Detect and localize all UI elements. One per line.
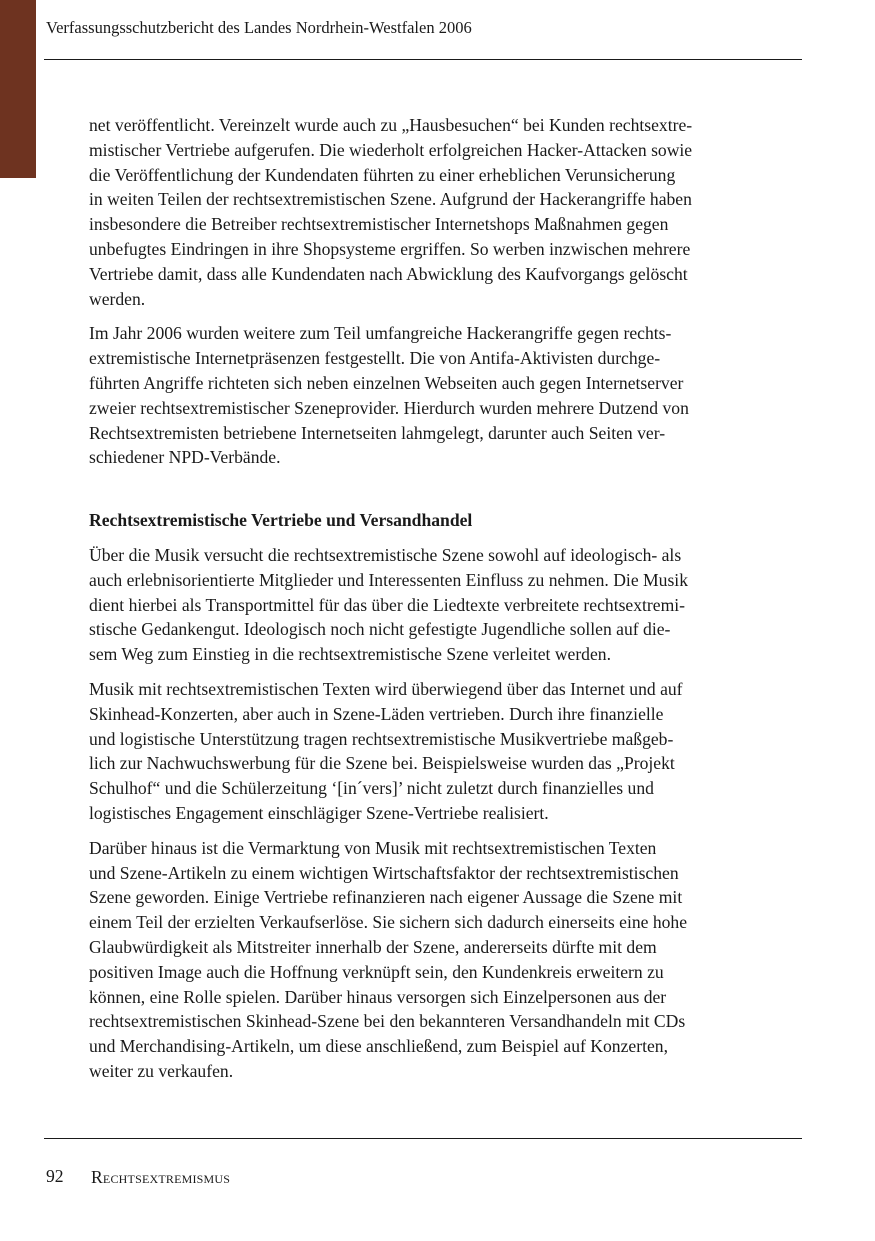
text-line: schiedener NPD-Verbände. — [89, 447, 281, 468]
header-divider — [44, 59, 802, 60]
text-line: rechtsextremistischen Skinhead-Szene bei den bekannteren Versandhandeln mit CDs — [89, 1011, 686, 1032]
text-line: in weiten Teilen der rechtsextremistischen Szene. Aufgrund der Hackerangriffe haben — [89, 189, 692, 210]
paragraph — [89, 321, 802, 470]
footer-section-name: Rechtsextremismus — [91, 1167, 231, 1187]
footer-divider — [44, 1138, 802, 1139]
paragraph — [89, 543, 802, 667]
text-line: Skinhead-Konzerten, aber auch in Szene-Läden vertrieben. Durch ihre finanzielle — [89, 703, 664, 724]
running-header: Verfassungsschutzbericht des Landes Nordrhein-Westfalen 2006 — [46, 18, 472, 37]
text-line: die Veröffentlichung der Kundendaten führten zu einer erheblichen Verunsicherung — [89, 164, 676, 185]
text-line: weiter zu verkaufen. — [89, 1060, 234, 1081]
page-number: 92 — [46, 1166, 64, 1186]
text-line: unbefugtes Eindringen in ihre Shopsysteme ergriffen. So werben inzwischen mehrere — [89, 238, 691, 259]
text-line: Glaubwürdigkeit als Mitstreiter innerhalb der Szene, andererseits dürfte mit dem — [89, 936, 657, 957]
text-line: stische Gedankengut. Ideologisch noch nicht gefestigte Jugendliche sollen auf die- — [89, 619, 671, 640]
paragraph — [89, 836, 802, 1084]
text-line: können, eine Rolle spielen. Darüber hinaus versorgen sich Einzelpersonen aus der — [89, 986, 667, 1007]
text-line: Musik mit rechtsextremistischen Texten wird überwiegend über das Internet und auf — [89, 678, 683, 699]
text-line: logistisches Engagement einschlägiger Szene-Vertriebe realisiert. — [89, 802, 549, 823]
text-line: führten Angriffe richteten sich neben einzelnen Webseiten auch gegen Internetserver — [89, 372, 684, 393]
text-line: Darüber hinaus ist die Vermarktung von Musik mit rechtsextremistischen Texten — [89, 837, 657, 858]
text-line: extremistische Internetpräsenzen festgestellt. Die von Antifa-Aktivisten durchge- — [89, 348, 661, 369]
text-line: lich zur Nachwuchswerbung für die Szene bei. Beispielsweise wurden das „Projekt — [89, 753, 675, 774]
text-line: Schulhof“ und die Schülerzeitung ‘[in´vers]’ nicht zuletzt durch finanzielles und — [89, 778, 654, 799]
text-line: Rechtsextremisten betriebene Internetseiten lahmgelegt, darunter auch Seiten ver- — [89, 422, 666, 443]
paragraph — [89, 113, 802, 311]
text-line: dient hierbei als Transportmittel für das über die Liedtexte verbreitete rechtsextremi- — [89, 594, 686, 615]
text-line: net veröffentlicht. Vereinzelt wurde auch zu „Hausbesuchen“ bei Kunden rechtsextre- — [89, 115, 693, 135]
paragraph — [89, 677, 802, 826]
text-line: und logistische Unterstützung tragen rechtsextremistische Musikvertriebe maßgeb- — [89, 728, 674, 749]
text-line: auch erlebnisorientierte Mitglieder und Interessenten Einfluss zu nehmen. Die Musik — [89, 569, 688, 590]
text-line: insbesondere die Betreiber rechtsextremistischer Internetshops Maßnahmen gegen — [89, 214, 669, 235]
text-line: Vertriebe damit, dass alle Kundendaten nach Abwicklung des Kaufvorgangs gelöscht — [89, 263, 688, 284]
section-heading: Rechtsextremistische Vertriebe und Versandhandel — [89, 510, 473, 531]
page-body — [89, 113, 802, 1084]
text-line: sem Weg zum Einstieg in die rechtsextremistische Szene verleitet werden. — [89, 644, 611, 665]
text-line: einem Teil der erzielten Verkaufserlöse. Sie sichern sich dadurch einerseits eine hohe — [89, 912, 688, 933]
text-line: Szene geworden. Einige Vertriebe refinanzieren nach eigener Aussage die Szene mit — [89, 887, 683, 908]
text-line: mistischer Vertriebe aufgerufen. Die wiederholt erfolgreichen Hacker-Attacken sowie — [89, 139, 693, 160]
text-line: und Merchandising-Artikeln, um diese anschließend, zum Beispiel auf Konzerten, — [89, 1036, 668, 1057]
text-line: werden. — [89, 288, 146, 309]
text-line: zweier rechtsextremistischer Szeneprovider. Hierdurch wurden mehrere Dutzend von — [89, 397, 689, 418]
chapter-color-tab — [0, 0, 36, 178]
text-line: Im Jahr 2006 wurden weitere zum Teil umfangreiche Hackerangriffe gegen rechts- — [89, 323, 672, 344]
text-line: und Szene-Artikeln zu einem wichtigen Wirtschaftsfaktor der rechtsextremistischen — [89, 862, 679, 883]
text-line: Über die Musik versucht die rechtsextremistische Szene sowohl auf ideologisch- als — [89, 544, 682, 565]
text-line: positiven Image auch die Hoffnung verknüpft sein, den Kundenkreis erweitern zu — [89, 961, 664, 982]
